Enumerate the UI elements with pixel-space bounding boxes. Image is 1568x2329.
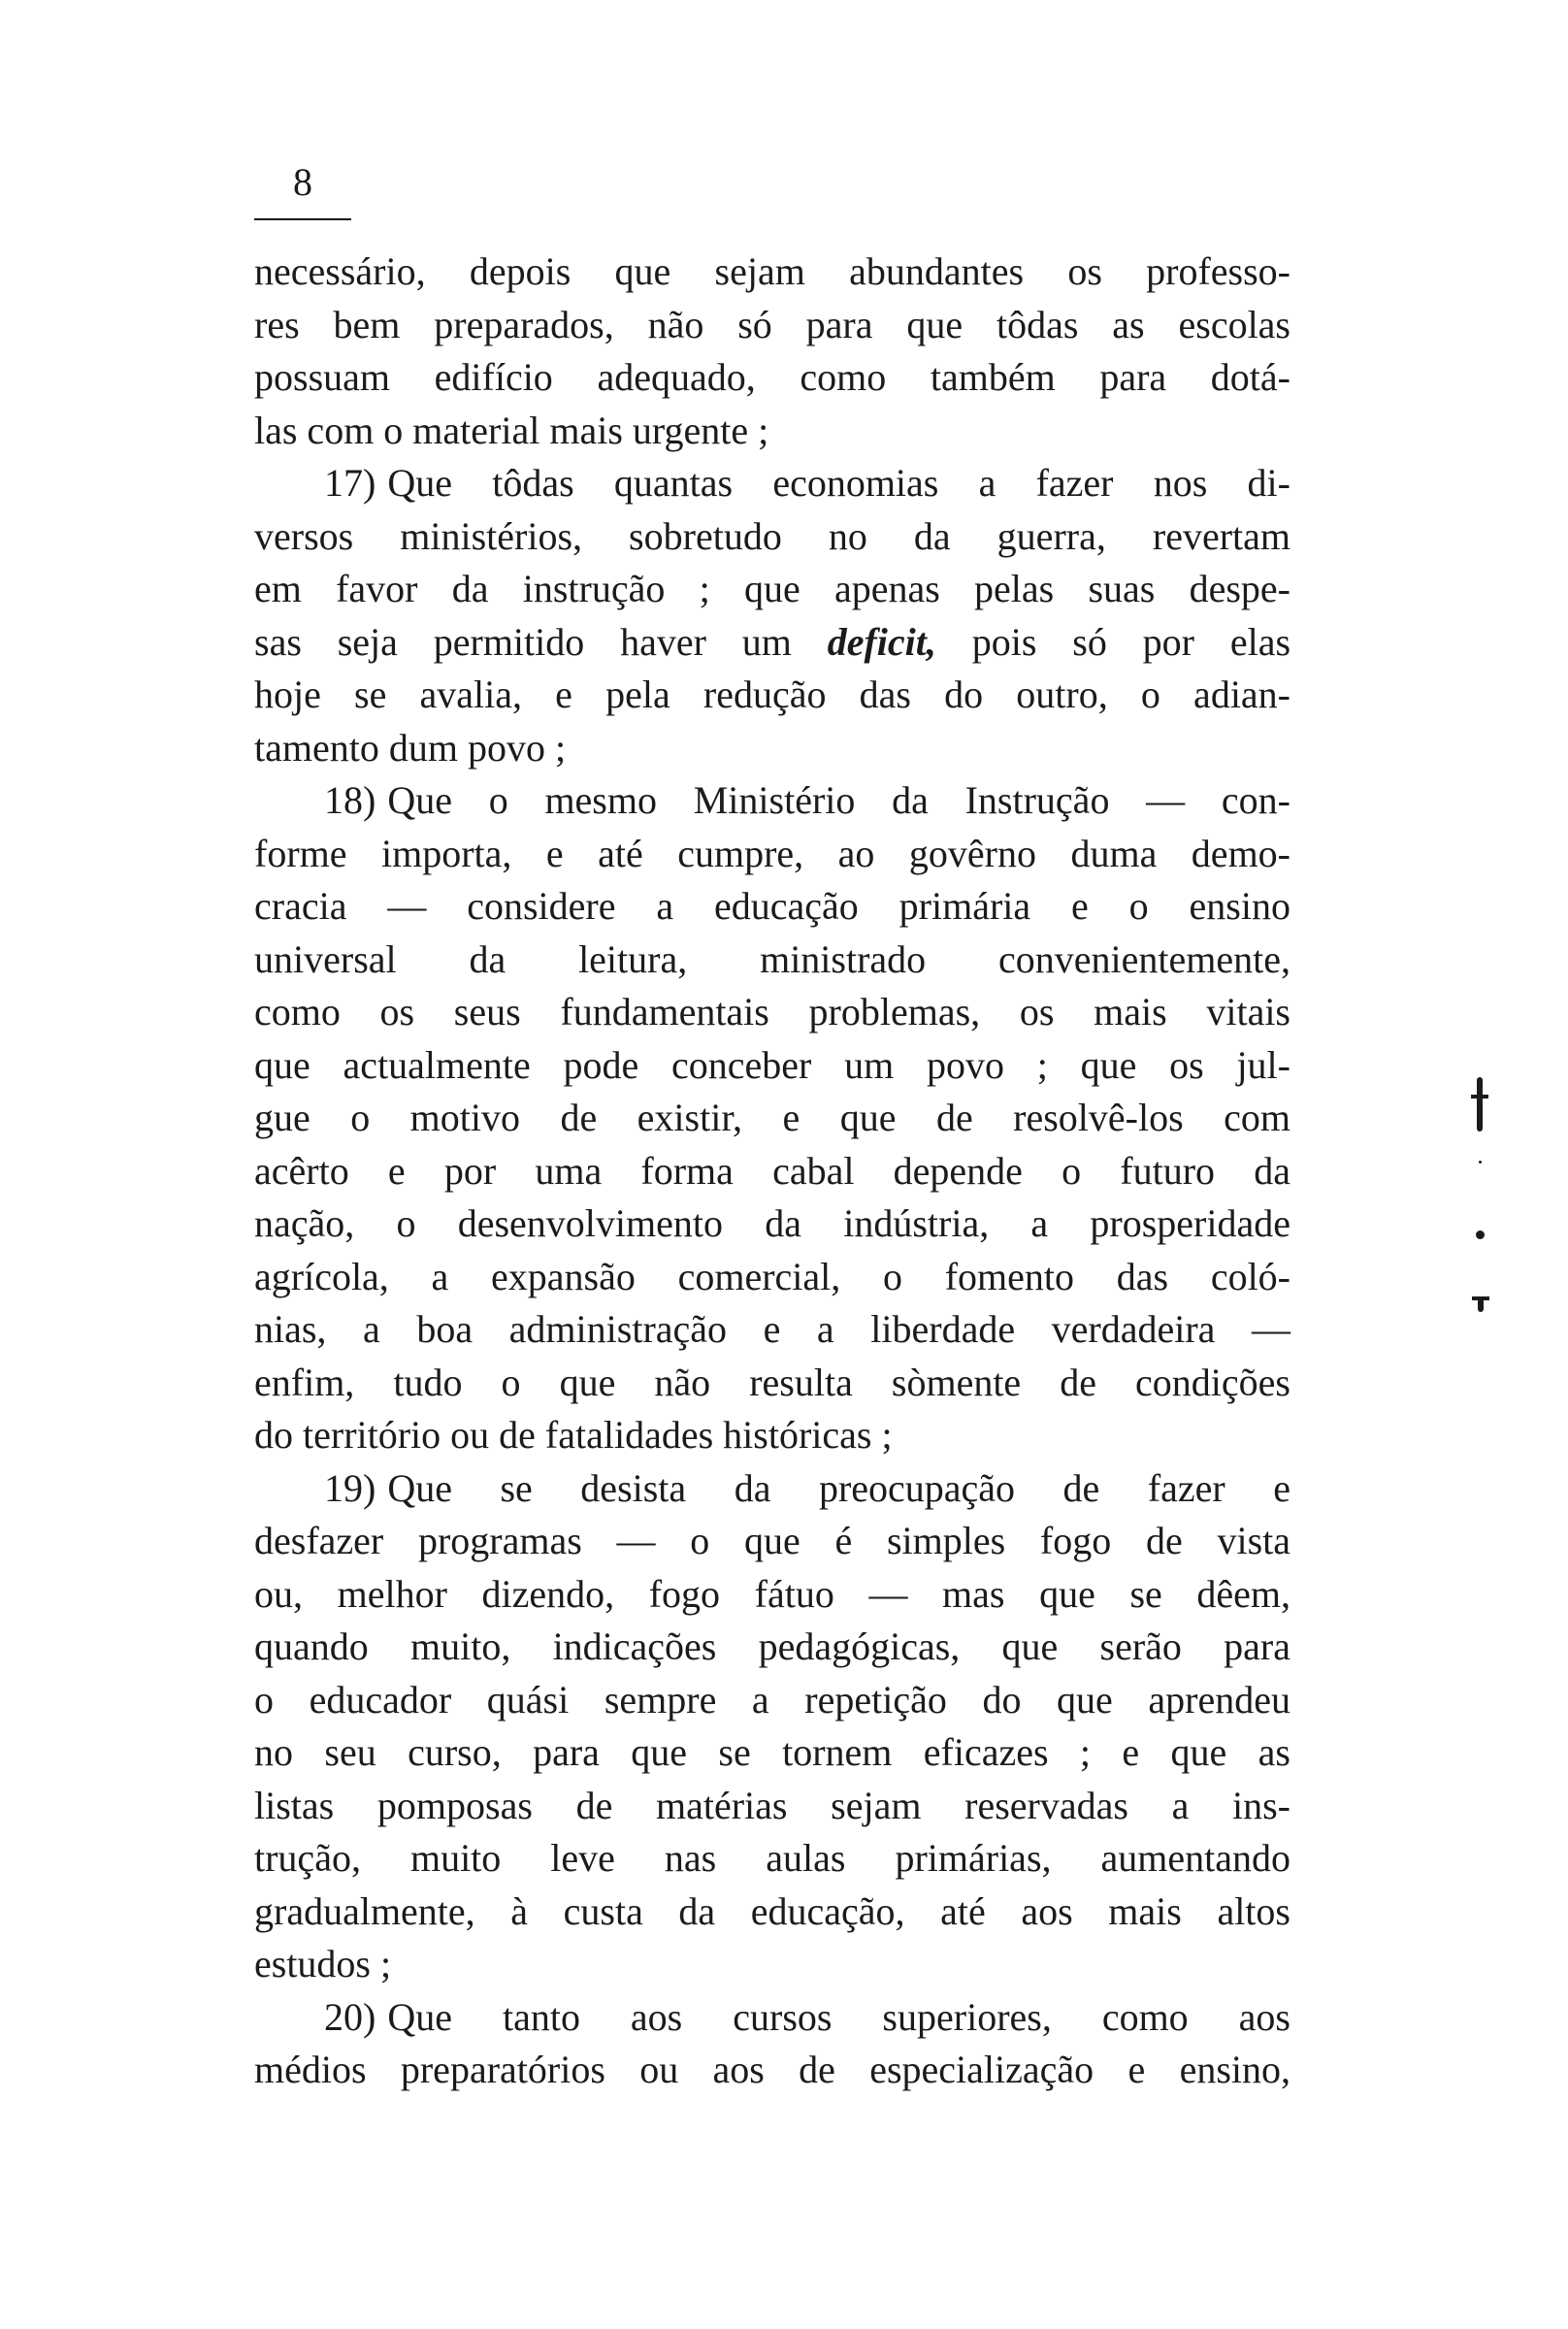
- text-line: o educador quási sempre a repetição do que aprendeu: [254, 1677, 1290, 1722]
- text-line: forme importa, e até cumpre, ao govêrno duma demo-: [254, 831, 1290, 875]
- italic-term: deficit,: [827, 619, 936, 664]
- text-segment: sas seja permitido haver um: [254, 619, 792, 664]
- text-line: possuam edifício adequado, como também para dotá-: [254, 355, 1290, 399]
- text-line: versos ministérios, sobretudo no da guerra, revertam: [254, 513, 1290, 558]
- text-line: trução, muito leve nas aulas primárias, aumentando: [254, 1836, 1290, 1880]
- margin-ink-marks: [1465, 1077, 1504, 1329]
- text-line: nias, a boa administração e a liberdade verdadeira —: [254, 1307, 1290, 1351]
- text-line: do território ou de fatalidades históricas ;: [254, 1413, 893, 1457]
- text-line: acêrto e por uma forma cabal depende o futuro da: [254, 1148, 1290, 1193]
- item-text: Que o mesmo Ministério da Instrução — con-: [387, 778, 1290, 822]
- text-line: nação, o desenvolvimento da indústria, a prosperidade: [254, 1201, 1290, 1245]
- ink-mark: [1477, 1077, 1483, 1132]
- numbered-item-18: [254, 774, 1290, 828]
- text-line: necessário, depois que sejam abundantes os professo-: [254, 249, 1290, 293]
- page-number: 8: [293, 160, 312, 204]
- text-line: hoje se avalia, e pela redução das do outro, o adian-: [254, 672, 1290, 716]
- text-line: gue o motivo de existir, e que de resolvê-los com: [254, 1096, 1290, 1139]
- text-segment: pois só por elas: [971, 619, 1291, 664]
- text-line: como os seus fundamentais problemas, os mais vitais: [254, 990, 1290, 1033]
- item-number: 19): [324, 1465, 376, 1510]
- text-line: que actualmente pode conceber um povo ; que os jul-: [254, 1042, 1290, 1087]
- text-line: listas pomposas de matérias sejam reservadas a ins-: [254, 1783, 1290, 1827]
- text-line: no seu curso, para que se tornem eficazes ; e que as: [254, 1730, 1290, 1774]
- item-number: 18): [324, 778, 376, 822]
- text-line: em favor da instrução ; que apenas pelas suas despe-: [254, 567, 1290, 610]
- text-line: quando muito, indicações pedagógicas, que serão para: [254, 1624, 1290, 1668]
- text-line: desfazer programas — o que é simples fogo de vista: [254, 1519, 1290, 1562]
- item-number: 17): [324, 461, 376, 505]
- text-line: agrícola, a expansão comercial, o fomento das coló-: [254, 1254, 1290, 1298]
- text-line: ou, melhor dizendo, fogo fátuo — mas que se dêem,: [254, 1571, 1290, 1616]
- item-text: Que tanto aos cursos superiores, como aos: [387, 1994, 1290, 2039]
- item-text: Que se desista da preocupação de fazer e: [387, 1465, 1290, 1510]
- item-number: 20): [324, 1994, 376, 2039]
- numbered-item-20: [254, 1991, 1290, 2045]
- ink-mark: [1479, 1161, 1482, 1164]
- ink-mark: [1472, 1296, 1489, 1300]
- text-line-with-italic: [254, 616, 1290, 670]
- text-line: enfim, tudo o que não resulta sòmente de condições: [254, 1360, 1290, 1404]
- text-line: estudos ;: [254, 1942, 392, 1985]
- numbered-item-17: [254, 457, 1290, 510]
- text-line: gradualmente, à custa da educação, até aos mais altos: [254, 1888, 1290, 1933]
- ink-mark: [1471, 1095, 1488, 1099]
- text-line: res bem preparados, não só para que tôdas as escolas: [254, 302, 1290, 346]
- page-number-rule: [254, 218, 351, 220]
- ink-mark: [1478, 1298, 1484, 1312]
- text-line: cracia — considere a educação primária e o ensino: [254, 884, 1290, 928]
- ink-mark: [1476, 1230, 1485, 1239]
- item-text: Que tôdas quantas economias a fazer nos di-: [387, 461, 1290, 505]
- text-line: tamento dum povo ;: [254, 725, 567, 770]
- text-line: médios preparatórios ou aos de especialização e ensino,: [254, 2048, 1290, 2091]
- numbered-item-19: [254, 1462, 1290, 1516]
- body-text: [254, 246, 1290, 2097]
- text-line: las com o material mais urgente ;: [254, 408, 769, 452]
- text-line: universal da leitura, ministrado convenientemente,: [254, 936, 1290, 981]
